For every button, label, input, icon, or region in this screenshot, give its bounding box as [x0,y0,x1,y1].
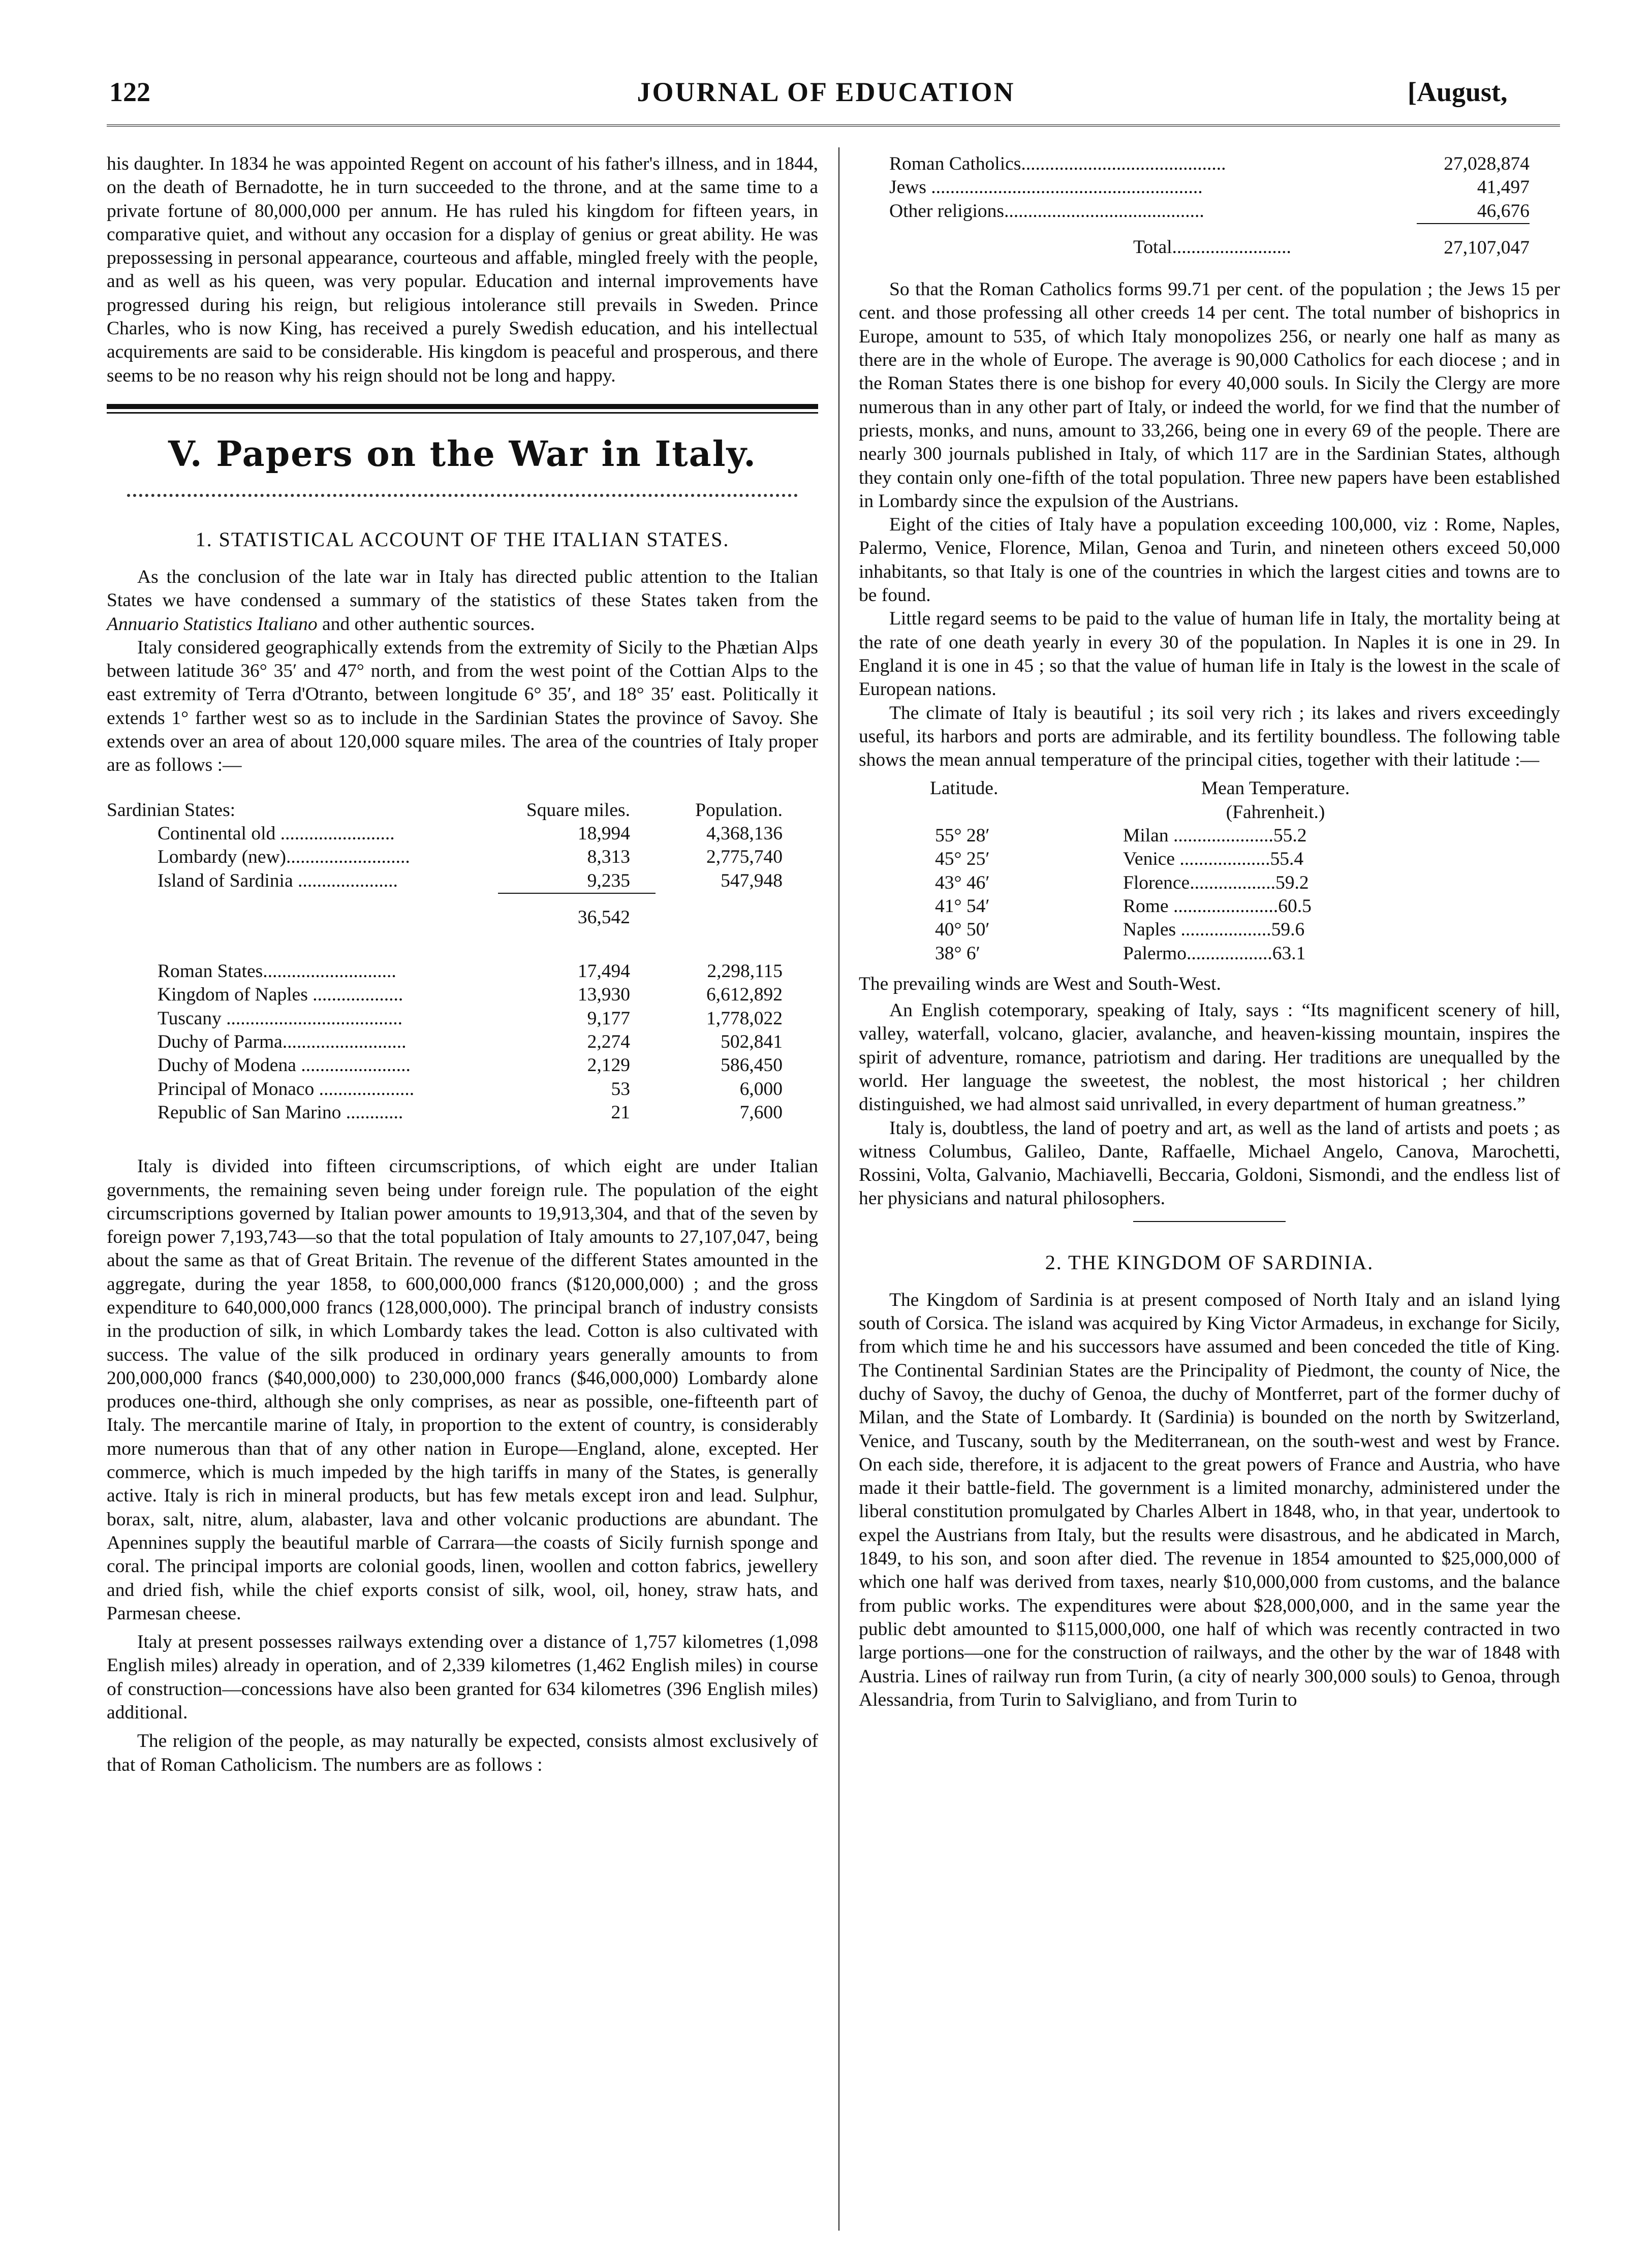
area-table-row [107,1078,783,1101]
section-title: V. Papers on the War in Italy. [168,433,757,475]
state-name: Principal of Monaco .................... [158,1078,415,1100]
state-name: Continental old ........................ [158,823,395,844]
state-square-miles: 2,274 [587,1031,630,1053]
right-paragraph-2: Eight of the cities of Italy have a population exceeding 100,000, viz : Rome, Naples, Palermo, Venice, Florence, Milan, Genoa and Turin, and nineteen others exceed 50,000 inhabitants, so that Italy is one of the countries in which the largest cities and towns are to be found. [859,514,1560,606]
col-latitude: Latitude. [930,778,999,799]
city-latitude: 55° 28′ [935,825,990,847]
area-table-row [107,1030,783,1054]
state-name: Tuscany ..................................... [158,1008,402,1029]
state-name: Duchy of Modena ....................... [158,1055,411,1076]
running-header [0,71,1652,122]
right-paragraph-3: Little regard seems to be paid to the value of human life in Italy, the mortality being at the rate of one death yearly in every 30 of the population. In Naples it is one in 29. In England it is one in 45 ; so that the value of human life in Italy is the lowest in the scale of European nations. [859,608,1560,700]
article-paragraph-2: Italy considered geographically extends from the extremity of Sicily to the Phætian Alps between latitude 36° 35′ and 47° north, and from the west point of the Cottian Alps to the east extremity of Terra d'Otranto, between longitude 6° 35′, and 18° 35′ east. Politically it extends 1° farther west so as to include in the Sardinian States the province of Savoy. She extends over an area of about 120,000 square miles. The area of the countries of Italy proper are as follows :— [107,637,818,776]
right-paragraph-5: The prevailing winds are West and South-West. [859,973,1221,994]
city-temperature: Florence..................59.2 [1123,872,1309,893]
article-paragraph-5: The religion of the people, as may naturally be expected, consists almost exclusively of that of Roman Catholicism. The numbers are as follows : [107,1731,818,1775]
area-table-row [107,960,783,983]
state-square-miles: 9,235 [587,870,630,891]
article-paragraph-1: As the conclusion of the late war in Italy has directed public attention to the Italian States we have condensed a summary of the statistics of these States taken from the Annuario Statistics Italiano and other authentic sources. [107,566,818,635]
state-square-miles: 17,494 [577,961,630,982]
right-column [859,152,1560,1712]
article-paragraph-3: Italy is divided into fifteen circumscriptions, of which eight are under Italian governments, the remaining seven being under foreign rule. The population of the eight circumscriptions governed by Italian power amounts to 19,913,304, and that of the seven by foreign power 7,193,743—so that the total population of Italy amounts to 27,107,047, being about the same as that of Great Britain. The revenue of the different States amounted in the aggregate, during the year 1858, to 600,000,000 francs ($120,000,000) ; and the gross expenditure to 640,000,000 francs (128,000,000). The principal branch of industry consists in the production of silk, in which Lombardy takes the lead. Cotton is also cultivated with success. The value of the silk produced in ordinary years generally amounts to from 200,000,000 francs ($40,000,000) to 230,000,000 francs ($46,000,000) Lombardy alone produces one-third, although she only comprises, as near as possible, one-fifteenth part of Italy. The mercantile marine of Italy, in proportion to the extent of country, is considerably more numerous than that of any other nation in Europe—England, alone, excepted. Her commerce, which is much impeded by the high tariffs in many of the States, is generally active. Italy is rich in mineral products, but has few metals except iron and lead. Sulphur, borax, salt, nitre, alum, alabaster, lava and other volcanic productions are abundant. The Apennines supply the beautiful marble of Carrara—the coasts of Sicily furnish sponge and coral. The principal imports are colonial goods, linen, woollen and cotton fabrics, jewellery and dried fish, while the chief exports consist of silk, wool, oil, honey, straw hats, and Parmesan cheese. [107,1156,818,1624]
religion-count: 27,028,874 [1444,153,1530,174]
col-mean-temperature: Mean Temperature. [1201,778,1350,799]
temperature-row [920,824,1428,848]
state-square-miles: 53 [611,1078,630,1100]
page-number: 122 [109,77,150,107]
area-population-table [107,799,783,1125]
area-table-row [107,1007,783,1030]
city-temperature: Naples ...................59.6 [1123,919,1305,941]
area-table-row [107,1101,783,1124]
city-latitude: 43° 46′ [935,872,990,893]
issue-month: [August, [1408,77,1508,107]
right-paragraph-7: Italy is, doubtless, the land of poetry and art, as well as the land of artists and poets ; as witness Columbus, Galileo, Dante, Raffaelle, Michael Angelo, Canova, Marochetti, Rossini, Volta, Galvanio, Machiavelli, Beccaria, Goldoni, Sismondi, and the endless list of her physicians and natural philosophers. [859,1117,1560,1209]
right-paragraph-1: So that the Roman Catholics forms 99.71 per cent. of the population ; the Jews 15 per cent. and those professing all other creeds 14 per cent. The total number of bishoprics in Europe, amount to 535, of which Italy monopolizes 256, or nearly one half as many as there are in the whole of Europe. The average is 90,000 Catholics for each diocese ; and in the Roman States there is one bishop for every 40,000 souls. In Sicily the Clergy are more numerous than in any other part of Italy, or indeed the world, for we find that the number of priests, monks, and nuns, amount to 33,266, being one in every 69 of the people. There are nearly 300 journals published in Italy, of which 117 are in the Sardinian States, although they contain only one-fifth of the total population. Three new papers have been established in Lombardy since the expulsion of the Austrians. [859,279,1560,512]
state-square-miles: 8,313 [587,847,630,868]
right-paragraph-8: The Kingdom of Sardinia is at present composed of North Italy and an island lying south of Corsica. The island was acquired by King Victor Armadeus, in exchange for Sicily, from which time he and his successors have assumed and been conceded the title of King. The Continental Sardinian States are the Principality of Piedmont, the county of Nice, the duchy of Savoy, the duchy of Genoa, the duchy of Montferret, part of the former duchy of Milan, and the State of Lombardy. It (Sardinia) is bounded on the north by Switzerland, Venice, and Tuscany, south by the Mediterranean, on the south-west and west by France. On each side, therefore, it is adjacent to the great powers of France and Austria, who have made it their battle-field. The government is a limited monarchy, administered under the liberal constitution promulgated by Charles Albert in 1848, who, in that year, undertook to expel the Austrians from Italy, but the results were disastrous, and he abdicated in March, 1849, to his son, and soon after died. The revenue in 1854 amounted to $25,000,000 of which one half was derived from taxes, nearly $10,000,000 from customs, and the balance from public works. The expenditures were about $28,000,000, and in the same year the public debt amounted to $115,000,000, one half of which was recently contracted in two large portions—one for the construction of railways, and the other by the war of 1848 with Austria. Lines of railway run from Turin, (a city of nearly 300,000 souls) to Genoa, through Alessandria, from Turin to Salvigliano, and from Turin to [859,1289,1560,1710]
state-population: 586,450 [721,1055,783,1076]
state-name: Island of Sardinia ..................... [158,870,398,892]
source-title: Annuario Statistics Italiano [107,613,318,635]
area-table-row [107,869,783,893]
state-square-miles: 9,177 [587,1008,630,1029]
temperature-row [920,918,1428,942]
col-temperature-unit: (Fahrenheit.) [1226,801,1325,823]
area-table-heading: Sardinian States: [107,799,236,821]
religion-table [889,152,1530,260]
state-name: Lombardy (new).......................... [158,847,410,868]
column-divider [838,147,839,2231]
ornamental-rule [127,484,798,497]
intro-paragraph: his daughter. In 1834 he was appointed Regent on account of his father's illness, and in 1844, on the death of Bernadotte, he in turn succeeded to the throne, and at the same time to a private fortune of 80,000,000 per annum. He has ruled his kingdom for fifteen years, in comparative quiet, and without any occasion for a display of genius or great ability. He was prepossessing in personal appearance, courteous and affable, mingled freely with the people, and as well as his queen, was very popular. Education and internal improvements have progressed during his reign, but religious intolerance still prevails in Sweden. Prince Charles, who is now King, has received a purely Swedish education, and his intellectual acquirements are said to be considerable. His kingdom is peaceful and prosperous, and there seems to be no reason why his reign should not be long and happy. [107,153,818,386]
state-square-miles: 2,129 [587,1055,630,1076]
section-rule-thick [107,404,818,409]
article-subhead: 1. STATISTICAL ACCOUNT OF THE ITALIAN STATES. [195,527,730,551]
religion-row [889,200,1530,224]
religion-name: Other religions.......................................... [889,201,1204,222]
section-rule-thin [107,412,818,414]
religion-total-value: 27,107,047 [1417,224,1530,260]
temperature-row [920,871,1428,895]
temperature-table [920,777,1428,965]
left-column [107,152,818,1777]
city-temperature: Venice ...................55.4 [1123,849,1304,870]
area-table-row [107,822,783,845]
area-table-row [107,845,783,869]
subtotal-square-miles: 36,542 [498,893,656,960]
state-square-miles: 13,930 [577,984,630,1006]
right-paragraph-4: The climate of Italy is beautiful ; its soil very rich ; its lakes and rivers exceedingly useful, its harbors and ports are admirable, and its fertility boundless. The following table shows the mean annual temperature of the principal cities, together with their latitude :— [859,702,1560,771]
city-latitude: 38° 6′ [935,943,980,964]
state-population: 547,948 [721,870,783,892]
header-rule [107,124,1560,130]
col-population: Population. [695,799,783,821]
religion-count: 46,676 [1477,200,1530,222]
state-population: 4,368,136 [706,823,783,844]
state-name: Duchy of Parma.......................... [158,1031,407,1053]
religion-row [889,152,1530,176]
religion-name: Jews ......................................................... [889,177,1203,198]
religion-total-row: Total......................... [1133,237,1291,258]
area-table-row [107,983,783,1007]
state-square-miles: 18,994 [577,823,630,844]
state-name: Republic of San Marino ............ [158,1102,403,1123]
city-latitude: 41° 54′ [935,895,990,917]
city-temperature: Rome ......................60.5 [1123,895,1312,917]
state-population: 2,298,115 [707,961,783,982]
state-population: 2,775,740 [706,847,783,868]
state-population: 7,600 [739,1102,783,1123]
city-latitude: 40° 50′ [935,919,990,941]
right-paragraph-6: An English cotemporary, speaking of Italy, says : “Its magnificent scenery of hill, valley, waterfall, volcano, glacier, avalanche, and heaven-kissing mountain, inspires the spirit of adventure, romance, patriotism and daring. Her traditions are unequalled by the world. Her language the sweetest, the noblest, the most historical ; her children distinguished, we had almost said unrivalled, in every department of human greatness.” [859,1000,1560,1115]
temperature-row [920,942,1428,965]
state-square-miles: 21 [611,1102,630,1123]
area-table-row [107,1054,783,1077]
journal-title: JOURNAL OF EDUCATION [637,77,1015,107]
col-square-miles: Square miles. [526,799,630,821]
state-population: 1,778,022 [706,1008,783,1029]
article-separator-rule [1133,1221,1286,1222]
state-population: 6,612,892 [706,984,783,1006]
article-paragraph-4: Italy at present possesses railways extending over a distance of 1,757 kilometres (1,098 English miles) already in operation, and of 2,339 kilometres (1,462 English miles) in course of construction—concessions have also been granted for 634 kilometres (396 English miles) additional. [107,1632,818,1724]
city-temperature: Palermo..................63.1 [1123,943,1306,964]
state-population: 502,841 [721,1031,783,1053]
religion-row [889,176,1530,199]
temperature-row [920,848,1428,871]
city-temperature: Milan .....................55.2 [1123,825,1307,847]
religion-name: Roman Catholics........................................... [889,153,1226,174]
state-name: Kingdom of Naples ................... [158,984,403,1006]
city-latitude: 45° 25′ [935,849,990,870]
state-name: Roman States............................ [158,961,396,982]
religion-count: 41,497 [1477,177,1530,198]
article-subhead-2: 2. THE KINGDOM OF SARDINIA. [1045,1250,1374,1274]
temperature-row [920,895,1428,918]
state-population: 6,000 [739,1078,783,1100]
